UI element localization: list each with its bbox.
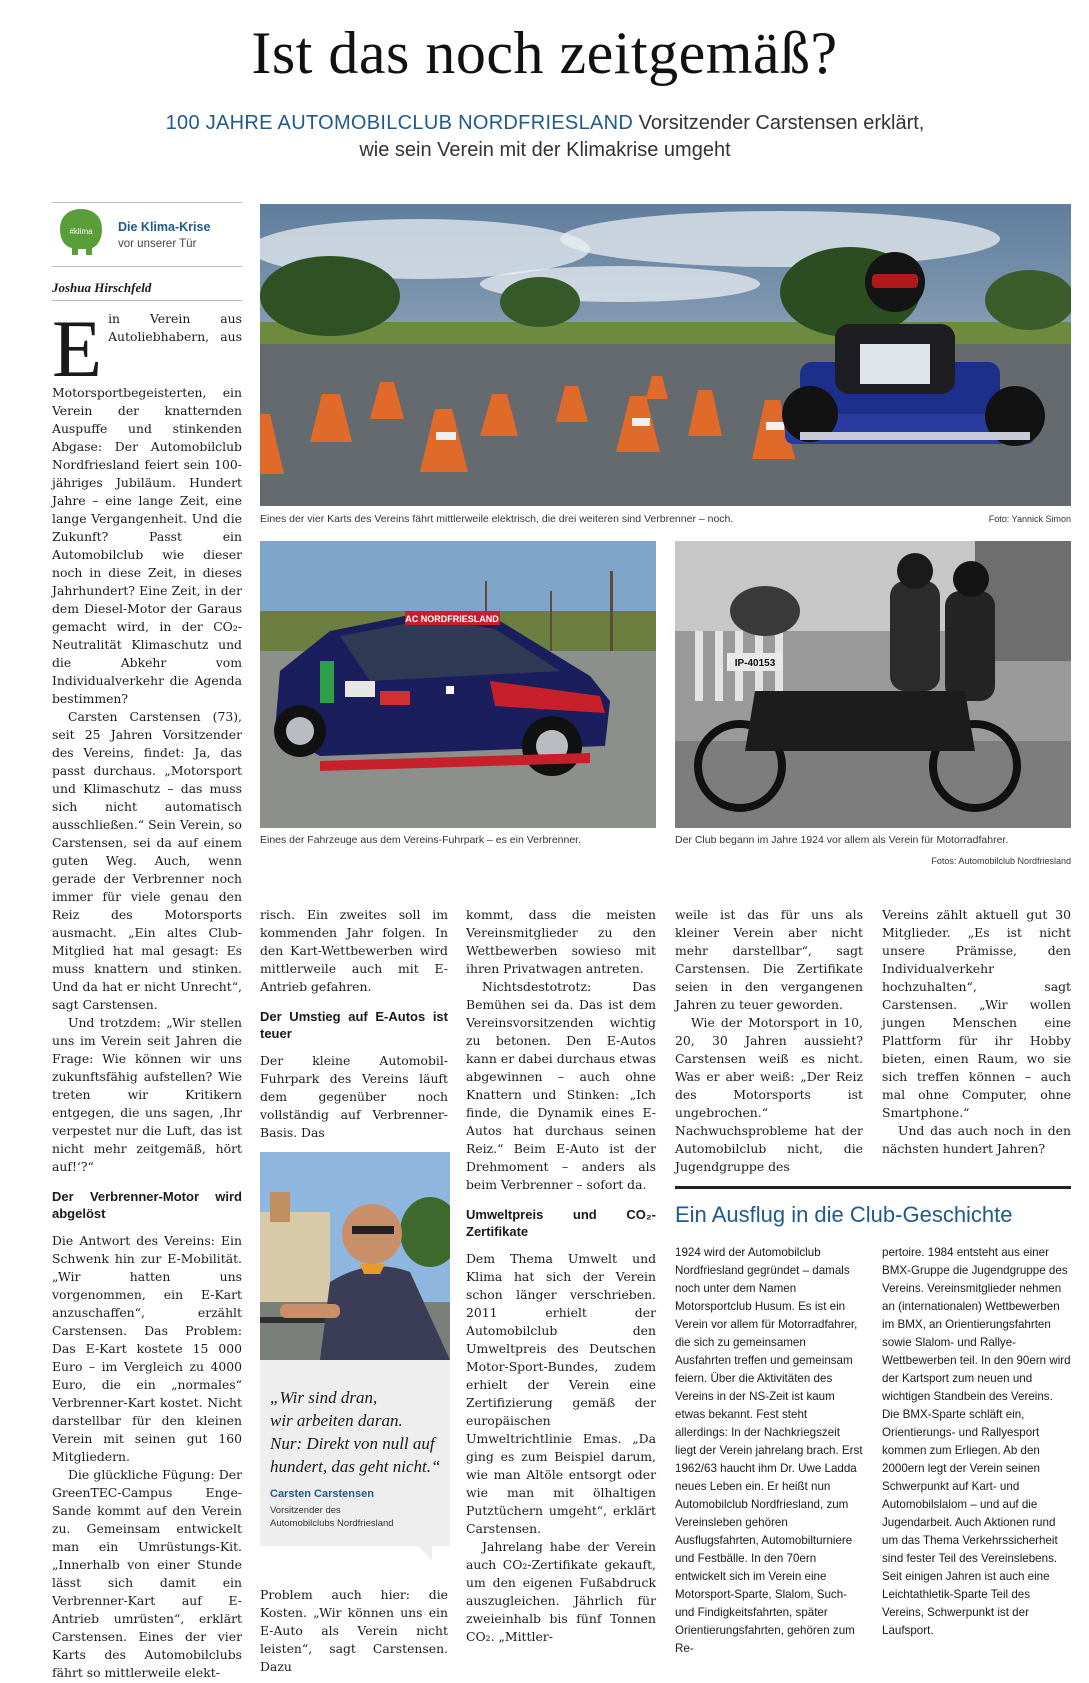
klima-badge-text: #klima: [69, 227, 93, 236]
column-2-end: [260, 1586, 448, 1676]
col1-paragraph-1: in Verein aus Autoliebhabern, aus Motorsportbegeisterten, ein Verein der knatternden Auspuffe und stinkenden Abgase: Der Automobilclub Nordfriesland feiert sein 100-jähriges Jubiläum. Hundert Jahre – eine lange Zeit, eine lange Vergangenheit. Und die Zukunft? Passt ein Automobilclub wie dieser noch in diese Zeit, in dieses Jahrhundert? Eine Zeit, in der dem Diesel-Motor der Garaus gemacht wird, in der CO₂-Neutralität Klimaschutz und die Abkehr vom Individualverkehr die Agenda bestimmen?: [52, 311, 242, 706]
car-photo: [260, 541, 656, 828]
car-caption: Eines der Fahrzeuge aus dem Vereins-Fuhrpark – es ein Verbrenner.: [260, 834, 582, 846]
kart-caption: Eines der vier Karts des Vereins fährt mittlerweile elektrisch, die drei weiteren sind Verbrenner – noch.: [260, 513, 734, 525]
subheadline-text-2: wie sein Verein mit der Klimakrise umgeht: [359, 139, 731, 161]
col1-paragraph-2: Carsten Carstensen (73), seit 25 Jahren Vorsitzender des Vereins, findet: Ja, das passt durchaus. „Motorsport und Klimaschutz – das muss sich nicht automatisch ausschließen.“ Sein Verein, so Carstensen, sei da auf einem guten Weg. Auch, wenn gerade der Verbrenner noch immer für viele genau den Reiz des Motorsports ausmacht. „Ein altes Club-Mitglied hat mal gesagt: Es muss knattern und stinken. Und da hat er nicht Unrecht“, sagt Carstensen.: [52, 709, 242, 1012]
divider: [52, 300, 242, 301]
motorcycle-caption: Der Club begann im Jahre 1924 vor allem als Verein für Motorradfahrer.: [675, 834, 1009, 846]
col5-paragraph-1: Vereins zählt aktuell gut 30 Mitglieder. „Es ist nicht unsere Prämisse, den Individualverkehr hochzuhalten“, sagt Carstensen. „Wir wollen jungen Menschen eine Plattform für ihr Hobby bieten, einen Raum, wo sie sich treffen können – auch mal ohne Computer, ohne Smartphone.“: [882, 907, 1071, 1120]
col4-paragraph-1: weile ist das für uns als kleiner Verein aber nicht mehr darstellbar“, sagt Carstensen. Die Zertifikate seien in den vergangenen Jahren zu teuer geworden.: [675, 907, 863, 1012]
history-box-title: Ein Ausflug in die Club-Geschichte: [675, 1202, 1013, 1227]
col2-paragraph-1: risch. Ein zweites soll im kommenden Jahr folgen. In den Kart-Wettbewerben wird mittlerweile auch mit E-Antrieb gefahren.: [260, 907, 448, 994]
quote-text: „Wir sind dran, wir arbeiten daran. Nur: Direkt von null auf hundert, das geht nicht.“: [270, 1388, 441, 1476]
portrait-photo: [260, 1152, 450, 1360]
column-3: [466, 906, 656, 1646]
history-box-left: 1924 wird der Automobilclub Nordfriesland gegründet – damals noch unter dem Namen Motorsportclub Husum. Es ist ein Verein vor allem für Motorradfahrer, die sich zu gemeinsamen Ausfahrten treffen und gemeinsam feiern. Über die Aktivitäten des Vereins in der NS-Zeit ist kaum etwas bekannt. Fest steht allerdings: In der Nachkriegszeit liegt der Verein jahrelang brach. Erst 1962/63 haucht ihm Dr. Uwe Ladda neues Leben ein. Er heißt nun Automobilclub Nordfriesland, zum Vereinsleben gehören Ausflugsfahrten, Automobilturniere und Festbälle. In den 70ern entwickelt sich im Verein eine Motorsport-Sparte, Slalom, Such- und Findigkeitsfahrten, später Orientierungsfahrten, gehören zum Re-: [675, 1246, 863, 1655]
quote-box: [260, 1360, 450, 1546]
quote-role: Vorsitzender des Automobilclubs Nordfriesland: [270, 1505, 394, 1529]
series-subtitle: vor unserer Tür: [118, 238, 197, 250]
col3-subhead: Umweltpreis und CO₂-Zertifikate: [466, 1207, 656, 1239]
subheadline: [90, 110, 1000, 164]
col3-paragraph-1: kommt, dass die meisten Vereinsmitglieder zu den Wettbewerben sowieso mit ihren Privatwagen antreten.: [466, 907, 656, 976]
headline: Ist das noch zeitgemäß?: [251, 20, 838, 86]
series-title: Die Klima-Krise: [118, 220, 211, 234]
subheadline-text-1: Vorsitzender Carstensen erklärt,: [633, 112, 925, 134]
column-1: [52, 303, 242, 1682]
col5-paragraph-2: Und das auch noch in den nächsten hundert Jahren?: [882, 1123, 1071, 1156]
col4-paragraph-2: Wie der Motorsport in 10, 20, 30 Jahren aussieht? Carstensen weiß es nicht. Was er aber weiß: „Der Reiz des Motorsports ist ungebrochen.“ Nachwuchsprobleme hat der Automobilclub nicht, die Jugendgruppe des: [675, 1015, 863, 1174]
motorcycle-credit: Fotos: Automobilclub Nordfriesland: [931, 856, 1071, 866]
dropcap: E: [52, 303, 103, 394]
col3-paragraph-3: Dem Thema Umwelt und Klima hat sich der Verein schon länger verschrieben. 2011 erhielt der Automobilclub den Umweltpreis des Deutschen Motor-Sport-Bundes, zudem erhielt der Verein eine Zertifizierung gemäß der europäischen Umweltrichtlinie Emas. „Da ging es zum Beispiel darum, wie man Altöle entsorgt oder wie man mit ölhaltigen Putztüchern umgeht“, erklärt Carstensen.: [466, 1251, 656, 1536]
history-box-rule: [675, 1186, 1071, 1189]
col3-paragraph-4: Jahrelang habe der Verein auch CO₂-Zertifikate gekauft, um den eigenen Fußabdruck auszugleichen. Jährlich für zweieinhalb bis fünf Tonnen CO₂. „Mittler-: [466, 1539, 656, 1644]
col2-subhead: Der Umstieg auf E-Autos ist teuer: [260, 1009, 448, 1041]
divider: [52, 202, 242, 203]
history-box-right: pertoire. 1984 entsteht aus einer BMX-Gruppe die Jugendgruppe des Vereins. Vereinsmitglieder nehmen an (internationalen) Wettbewerben im BMX, an Orientierungsfahrten sowie Slalom- und Rallye-Wettbewerben teil. In den 90ern wird der Kartsport zum neuen und wichtigen Standbein des Vereins. Die BMX-Sparte schläft ein, Orientierungs- und Rallyesport kommen zum Erliegen. Ab den 2000ern legt der Verein seinen Schwerpunkt auf Kart- und Automobilslalom – und auf die Jugendarbeit. Auch Aktionen rund um das Thema Verkehrssicherheit sind fester Teil des Vereinslebens. Seit einigen Jahren ist auch eine Leichtathletik-Sparte Teil des Vereins, Schwerpunkt ist der Laufsport.: [882, 1246, 1071, 1637]
col1-paragraph-5: Die glückliche Fügung: Der GreenTEC-Campus Enge-Sande kommt auf den Verein zu. Gemeinsam entwickelt man ein Umrüstungs-Kit. „Innerhalb von einer Stunde lässt sich damit ein Verbrenner-Kart auf E-Antrieb umrüsten“, erklärt Carstensen. Eines der vier Karts des Automobilclubs fährt so mittlerweile elekt-: [52, 1467, 242, 1680]
col2-paragraph-2: Der kleine Automobil-Fuhrpark des Vereins läuft dem gegenüber noch vollständig auf Verbrenner-Basis. Das: [260, 1053, 448, 1140]
col1-paragraph-3: Und trotzdem: „Wir stellen uns im Verein seit Jahren die Frage: Wie können wir uns zukunftsfähig aufstellen? Wie treten wir Kritikern entgegen, die uns sagen, ‚Ihr verpestet nur die Luft, das ist nicht mehr zeitgemäß, hört auf!‘?“: [52, 1015, 242, 1174]
quote-pointer: [418, 1546, 432, 1560]
kart-photo: [260, 204, 1071, 506]
klima-badge-icon: [58, 207, 104, 257]
divider: [52, 266, 242, 267]
kicker: 100 JAHRE AUTOMOBILCLUB NORDFRIESLAND: [165, 112, 634, 134]
kart-credit: Foto: Yannick Simon: [988, 514, 1071, 524]
motorcycle-photo: [675, 541, 1071, 828]
col3-paragraph-2: Nichtsdestotrotz: Das Bemühen sei da. Das ist dem Vereinsvorsitzenden wichtig zu betonen. Den E-Autos kann er dabei durchaus etwas abgewinnen – auch ohne Knattern und Stinken: „Ich finde, die Dynamik eines E-Autos hat durchaus seinen Reiz.“ Beim E-Auto ist der Drehmoment – anders als beim Verbrenner – sofort da.: [466, 979, 656, 1192]
column-4: [675, 906, 863, 1176]
author: Joshua Hirschfeld: [52, 280, 152, 295]
column-2: [260, 906, 448, 1142]
col2-paragraph-3: Problem auch hier: die Kosten. „Wir können uns ein E-Auto als Verein nicht leisten“, sagt Carstensen. Dazu: [260, 1587, 448, 1674]
col1-subhead: Der Verbrenner-Motor wird abgelöst: [52, 1189, 242, 1221]
plate-text: IP-40153: [734, 658, 776, 669]
column-5: [882, 906, 1071, 1158]
col1-paragraph-4: Die Antwort des Vereins: Ein Schwenk hin zur E-Mobilität. „Wir hatten uns vorgenommen, ein E-Kart anzuschaffen“, erzählt Carstensen. Das Problem: Das E-Kart kostete 15 000 Euro – im Vergleich zu 4000 Euro, die ein „normales“ Verbrenner-Kart kostet. Nicht darstellbar für den kleinen Verein mit seinen gut 160 Mitgliedern.: [52, 1233, 242, 1464]
quote-name: Carsten Carstensen: [270, 1488, 374, 1500]
car-decal-text: AC NORDFRIESLAND: [405, 614, 499, 624]
